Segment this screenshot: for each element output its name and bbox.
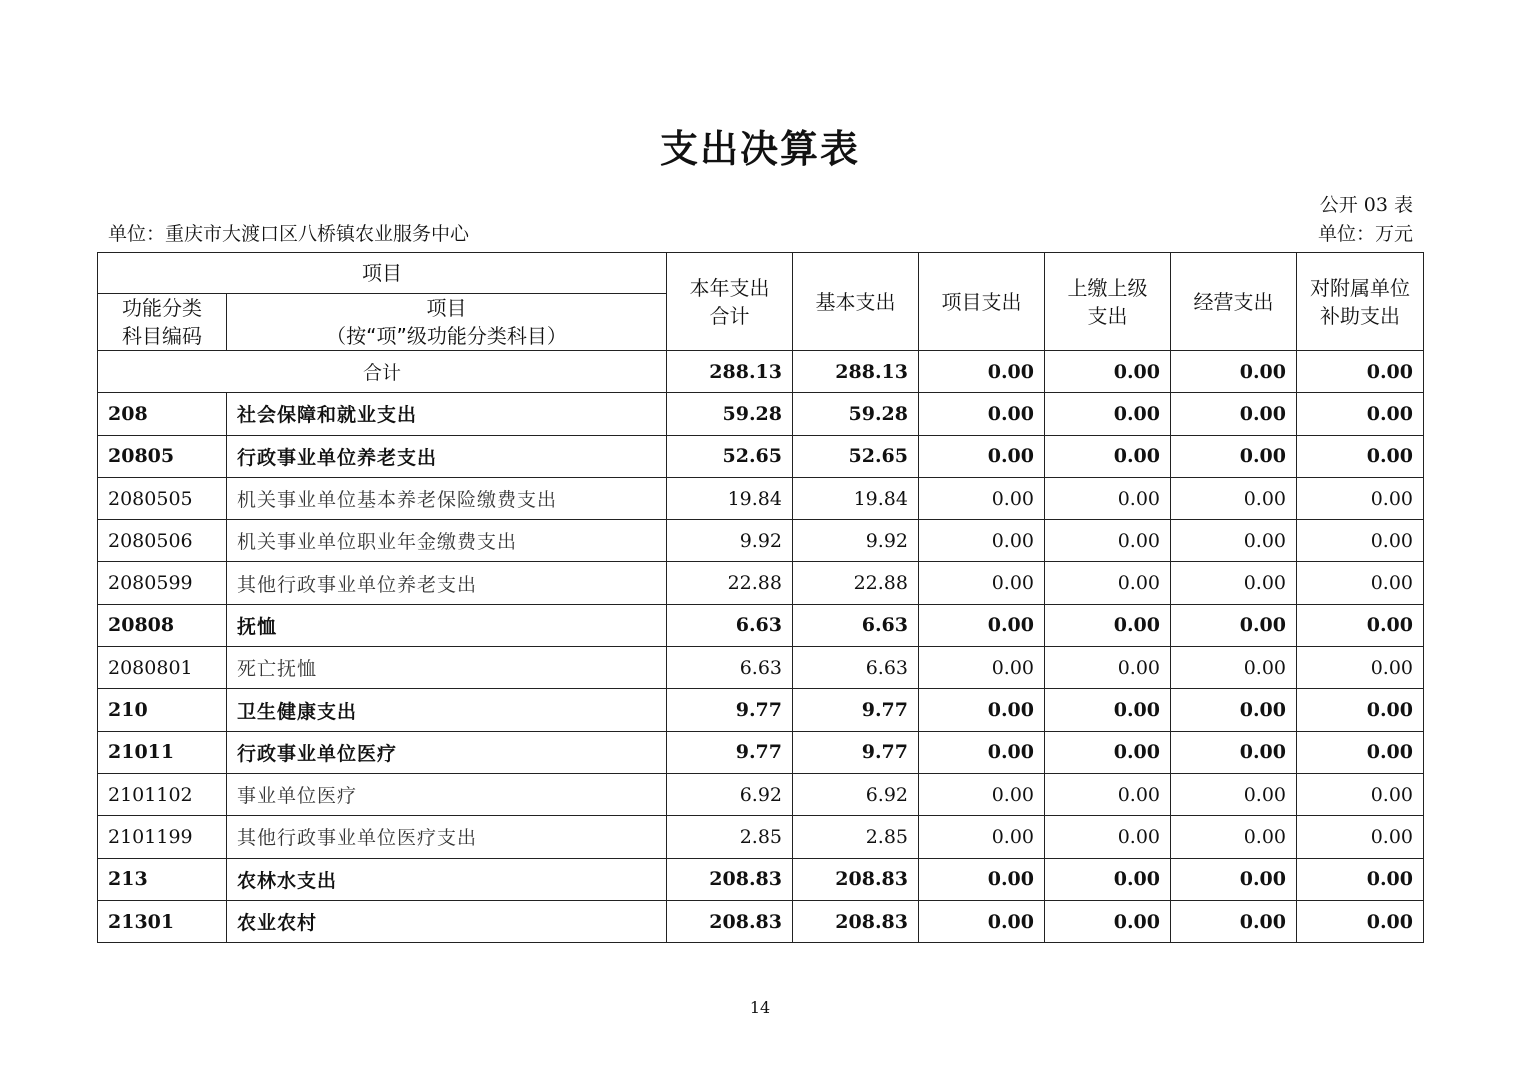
cell-business: 0.00 — [1171, 351, 1297, 393]
cell-subsidy: 0.00 — [1297, 604, 1424, 646]
cell-total: 208.83 — [667, 858, 793, 900]
cell-total: 6.63 — [667, 647, 793, 689]
cell-project: 0.00 — [919, 520, 1045, 562]
table-row — [98, 731, 1424, 773]
table-row — [98, 435, 1424, 477]
organization-unit: 单位：重庆市大渡口区八桥镇农业服务中心 — [108, 223, 470, 245]
cell-code: 2080599 — [98, 562, 227, 604]
table-row — [98, 816, 1424, 858]
cell-project: 0.00 — [919, 773, 1045, 815]
cell-total: 2.85 — [667, 816, 793, 858]
cell-business: 0.00 — [1171, 858, 1297, 900]
cell-project: 0.00 — [919, 858, 1045, 900]
cell-upper: 0.00 — [1045, 900, 1171, 942]
header-project: 项目 — [98, 253, 667, 294]
cell-name: 社会保障和就业支出 — [227, 393, 667, 435]
cell-total: 9.77 — [667, 689, 793, 731]
cell-basic: 59.28 — [793, 393, 919, 435]
cell-subsidy: 0.00 — [1297, 816, 1424, 858]
cell-total: 22.88 — [667, 562, 793, 604]
table-row — [98, 520, 1424, 562]
cell-upper: 0.00 — [1045, 393, 1171, 435]
total-row — [98, 351, 1424, 393]
cell-name: 死亡抚恤 — [227, 647, 667, 689]
cell-code: 208 — [98, 393, 227, 435]
cell-total: 9.77 — [667, 731, 793, 773]
cell-subsidy: 0.00 — [1297, 689, 1424, 731]
table-row — [98, 477, 1424, 519]
header-upper-level: 上缴上级 支出 — [1045, 253, 1171, 351]
cell-project: 0.00 — [919, 647, 1045, 689]
table-row — [98, 647, 1424, 689]
header-code: 功能分类 科目编码 — [98, 294, 227, 351]
cell-code: 2080506 — [98, 520, 227, 562]
cell-upper: 0.00 — [1045, 858, 1171, 900]
cell-business: 0.00 — [1171, 604, 1297, 646]
cell-upper: 0.00 — [1045, 562, 1171, 604]
cell-basic: 2.85 — [793, 816, 919, 858]
cell-name: 其他行政事业单位养老支出 — [227, 562, 667, 604]
form-number: 公开 03 表 — [1319, 194, 1413, 216]
cell-code: 210 — [98, 689, 227, 731]
cell-business: 0.00 — [1171, 689, 1297, 731]
cell-project: 0.00 — [919, 393, 1045, 435]
cell-code: 2080505 — [98, 477, 227, 519]
cell-business: 0.00 — [1171, 520, 1297, 562]
cell-basic: 52.65 — [793, 435, 919, 477]
cell-business: 0.00 — [1171, 773, 1297, 815]
cell-subsidy: 0.00 — [1297, 393, 1424, 435]
cell-project: 0.00 — [919, 477, 1045, 519]
cell-name: 事业单位医疗 — [227, 773, 667, 815]
cell-name: 机关事业单位职业年金缴费支出 — [227, 520, 667, 562]
total-label: 合计 — [98, 351, 667, 393]
cell-project: 0.00 — [919, 731, 1045, 773]
cell-project: 0.00 — [919, 562, 1045, 604]
cell-basic: 208.83 — [793, 858, 919, 900]
header-total: 本年支出 合计 — [667, 253, 793, 351]
cell-basic: 6.63 — [793, 647, 919, 689]
cell-project: 0.00 — [919, 604, 1045, 646]
cell-name: 其他行政事业单位医疗支出 — [227, 816, 667, 858]
cell-business: 0.00 — [1171, 393, 1297, 435]
cell-business: 0.00 — [1171, 435, 1297, 477]
header-item: 项目 （按“项”级功能分类科目） — [227, 294, 667, 351]
cell-upper: 0.00 — [1045, 731, 1171, 773]
cell-total: 52.65 — [667, 435, 793, 477]
cell-subsidy: 0.00 — [1297, 477, 1424, 519]
header-subsidy: 对附属单位 补助支出 — [1297, 253, 1424, 351]
cell-project: 0.00 — [919, 351, 1045, 393]
table-row — [98, 604, 1424, 646]
cell-basic: 208.83 — [793, 900, 919, 942]
cell-total: 9.92 — [667, 520, 793, 562]
cell-total: 19.84 — [667, 477, 793, 519]
cell-name: 机关事业单位基本养老保险缴费支出 — [227, 477, 667, 519]
cell-total: 6.92 — [667, 773, 793, 815]
header-basic: 基本支出 — [793, 253, 919, 351]
cell-upper: 0.00 — [1045, 604, 1171, 646]
cell-business: 0.00 — [1171, 900, 1297, 942]
cell-total: 288.13 — [667, 351, 793, 393]
cell-code: 2101199 — [98, 816, 227, 858]
cell-basic: 288.13 — [793, 351, 919, 393]
table-row — [98, 773, 1424, 815]
cell-upper: 0.00 — [1045, 773, 1171, 815]
table-row — [98, 393, 1424, 435]
page-title: 支出决算表 — [659, 127, 860, 171]
cell-basic: 9.77 — [793, 731, 919, 773]
cell-upper: 0.00 — [1045, 520, 1171, 562]
cell-basic: 9.92 — [793, 520, 919, 562]
cell-code: 2101102 — [98, 773, 227, 815]
cell-business: 0.00 — [1171, 816, 1297, 858]
header-business: 经营支出 — [1171, 253, 1297, 351]
cell-project: 0.00 — [919, 900, 1045, 942]
cell-name: 抚恤 — [227, 604, 667, 646]
cell-total: 208.83 — [667, 900, 793, 942]
cell-basic: 19.84 — [793, 477, 919, 519]
table-row — [98, 900, 1424, 942]
cell-business: 0.00 — [1171, 477, 1297, 519]
table-row — [98, 689, 1424, 731]
cell-name: 行政事业单位养老支出 — [227, 435, 667, 477]
cell-name: 卫生健康支出 — [227, 689, 667, 731]
cell-upper: 0.00 — [1045, 816, 1171, 858]
cell-name: 农林水支出 — [227, 858, 667, 900]
cell-code: 2080801 — [98, 647, 227, 689]
cell-code: 21301 — [98, 900, 227, 942]
cell-upper: 0.00 — [1045, 351, 1171, 393]
cell-subsidy: 0.00 — [1297, 435, 1424, 477]
header-project-expenditure: 项目支出 — [919, 253, 1045, 351]
cell-business: 0.00 — [1171, 562, 1297, 604]
cell-business: 0.00 — [1171, 731, 1297, 773]
cell-upper: 0.00 — [1045, 435, 1171, 477]
cell-project: 0.00 — [919, 435, 1045, 477]
cell-code: 20805 — [98, 435, 227, 477]
cell-code: 213 — [98, 858, 227, 900]
cell-subsidy: 0.00 — [1297, 900, 1424, 942]
cell-business: 0.00 — [1171, 647, 1297, 689]
cell-code: 20808 — [98, 604, 227, 646]
cell-basic: 9.77 — [793, 689, 919, 731]
cell-subsidy: 0.00 — [1297, 351, 1424, 393]
cell-project: 0.00 — [919, 816, 1045, 858]
cell-basic: 22.88 — [793, 562, 919, 604]
page-number: 14 — [749, 998, 771, 1017]
cell-subsidy: 0.00 — [1297, 562, 1424, 604]
cell-subsidy: 0.00 — [1297, 731, 1424, 773]
cell-upper: 0.00 — [1045, 689, 1171, 731]
currency-unit: 单位：万元 — [1317, 223, 1413, 245]
cell-subsidy: 0.00 — [1297, 647, 1424, 689]
cell-code: 21011 — [98, 731, 227, 773]
cell-name: 农业农村 — [227, 900, 667, 942]
table-row — [98, 858, 1424, 900]
cell-subsidy: 0.00 — [1297, 520, 1424, 562]
cell-upper: 0.00 — [1045, 477, 1171, 519]
cell-total: 6.63 — [667, 604, 793, 646]
expenditure-table — [97, 252, 1424, 943]
table-row — [98, 562, 1424, 604]
cell-upper: 0.00 — [1045, 647, 1171, 689]
cell-total: 59.28 — [667, 393, 793, 435]
cell-subsidy: 0.00 — [1297, 773, 1424, 815]
cell-subsidy: 0.00 — [1297, 858, 1424, 900]
cell-name: 行政事业单位医疗 — [227, 731, 667, 773]
cell-basic: 6.92 — [793, 773, 919, 815]
cell-basic: 6.63 — [793, 604, 919, 646]
cell-project: 0.00 — [919, 689, 1045, 731]
